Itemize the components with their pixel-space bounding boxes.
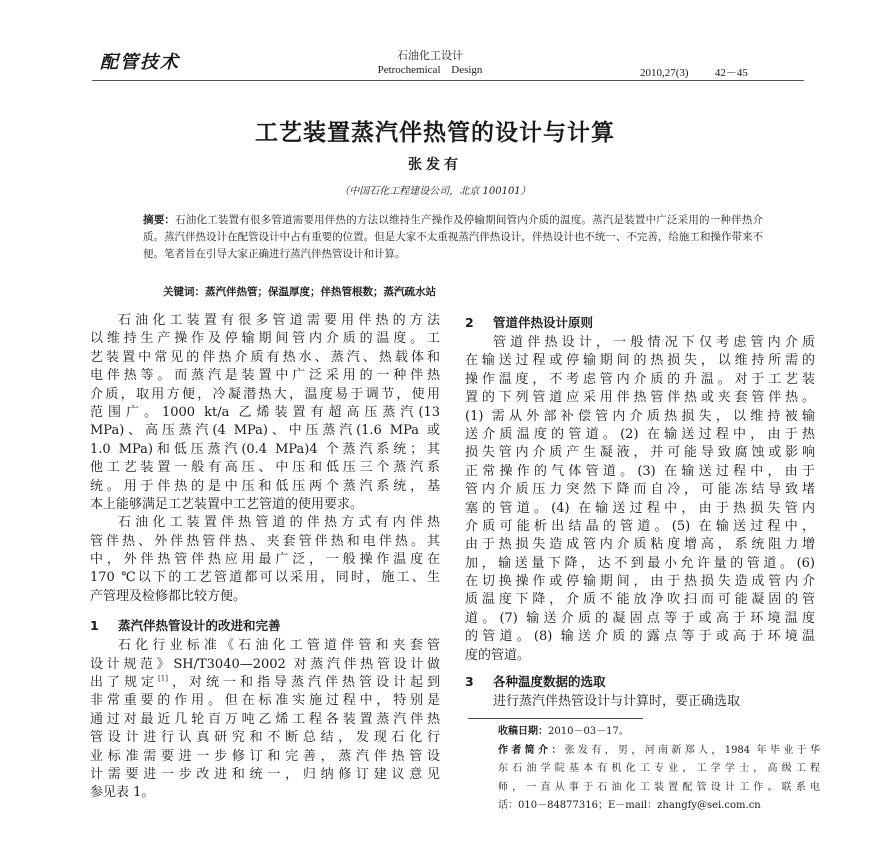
citation-marker: [1] [158, 674, 168, 683]
text-line: 范围广。1000 kt/a 乙烯装置有超高压蒸汽(13 [90, 404, 440, 420]
author: 张发有 [408, 157, 462, 173]
text-line: 艺装置中常见的伴热介质有热水、蒸汽、热载体和 [90, 349, 440, 365]
intro-paragraph-1 [90, 312, 440, 514]
text-line: 出了规定[1]，对统一和指导蒸汽伴热管设计起到 [90, 674, 440, 691]
text-line: 加，输送量下降，达不到最小允许量的管道。(6) [465, 555, 815, 571]
text-line: 管内介质压力突然下降而自冷，可能冻结导致堵 [465, 482, 815, 498]
section-1-body [90, 637, 440, 803]
page-range: 42－45 [714, 67, 748, 79]
intro-paragraph-2 [90, 514, 440, 606]
footnote-rule [468, 718, 643, 719]
text-line: 170 ℃以下的工艺管道都可以采用，同时，施工、生 [90, 570, 440, 586]
section-2-body [465, 334, 815, 665]
text-line: 设计规范》SH/T3040—2002 对蒸汽伴热管设计做 [90, 656, 440, 672]
text-line: 在切换操作或停输期间，由于热损失造成管内介 [465, 574, 815, 590]
text-line: 质温度下降，介质不能放净吹扫而可能凝固的管 [465, 592, 815, 608]
text-line: 1.0 MPa)和低压蒸汽(0.4 MPa)4 个蒸汽系统；其 [90, 441, 440, 457]
text-line: 中，外伴热管伴热应用最广泛，一般操作温度在 [90, 552, 440, 568]
received-date: 收稿日期：2010－03－17。 [498, 726, 629, 737]
text-line: 操作温度，不考虑管内介质的升温。对于工艺装 [465, 371, 815, 387]
text-line: 本上能够满足工艺装置中工艺管道的使用要求。 [90, 496, 364, 512]
journal-name-en: Petrochemical Design [377, 64, 483, 76]
bio-text: 张发有，男，河南新郑人，1984 年毕业于华 [564, 744, 821, 756]
text-line: 置的下列管道应采用伴热管伴热或夹套管伴热。 [465, 390, 815, 406]
right-column [465, 312, 815, 711]
text-line: 参见表 1。 [90, 785, 155, 801]
text-line: 东石油学院基本有机化工专业，工学学士，高级工程 [498, 763, 820, 775]
issue: 2010,27(3) [640, 67, 689, 79]
abstract-label: 摘要： [143, 214, 176, 226]
issue-info [640, 64, 748, 80]
text-line: 师，一直从事于石油化工装置配管设计工作。联系电 [498, 781, 820, 793]
text-line: 石油化工装置有很多管道需要用伴热的方法 [118, 313, 440, 328]
text-line: 管设计进行认真研究和不断总结，发现石化行 [90, 730, 440, 746]
text-line: 以维持生产操作及停输期间管内介质的温度。工 [90, 331, 440, 347]
journal-name [330, 48, 530, 78]
text-line: 石油化工装置伴热管道的伴热方式有内伴热 [118, 515, 440, 531]
affiliation: （中国石化工程建设公司，北京 100101） [339, 186, 531, 197]
section-3-heading: 3 各种温度数据的选取 [465, 674, 606, 690]
text-line: 通过对最近几轮百万吨乙烯工程各装置蒸汽伴热 [90, 711, 440, 727]
text-line: 产管理及检修都比较方便。 [90, 588, 247, 604]
section-1-heading: 1 蒸汽伴热管设计的改进和完善 [90, 618, 281, 634]
text-line: 话：010－84877316；E－mail：zhangfy@sei.com.cn [498, 800, 761, 812]
text-line: 计需要进一步改进和统一，归纳修订建议意见 [90, 766, 440, 782]
journal-name-cn: 石油化工设计 [397, 49, 463, 62]
text-line: (1) 需从外部补偿管内介质热损失，以维持被输 [465, 408, 815, 424]
text-line: 业标准需要进一步修订和完善，蒸汽伴热管设 [90, 748, 440, 764]
text-line: 在输送过程或停输期间的热损失，以维持所需的 [465, 353, 815, 369]
section-2-heading: 2 管道伴热设计原则 [465, 315, 594, 330]
keywords-text: 蒸汽伴热管；保温厚度；伴热管根数；蒸汽疏水站 [205, 286, 436, 298]
text-line: 度的管道。 [465, 647, 531, 663]
text-line: 的管道。(8) 输送介质的露点等于或高于环境温 [465, 629, 815, 645]
text-line: 正常操作的气体管道。(3) 在输送过程中，由于 [465, 463, 815, 479]
text-line: 由于热损失造成管内介质粘度增高，系统阻力增 [465, 537, 815, 553]
bio-label: 作者简介： [498, 744, 565, 756]
text-line [498, 742, 820, 761]
text-line: 损失管内介质产生凝液，并可能导致腐蚀或影响 [465, 445, 815, 461]
text-line: 介质，取用方便，冷凝潜热大，温度易于调节，使用 [90, 386, 440, 402]
text-line: 石化行业标准《石油化工管道伴管和夹套管 [118, 638, 440, 654]
abstract-text: 石油化工装置有很多管道需要用伴热的方法以维持生产操作及停输期间管内介质的温度。蒸汽是装置中广泛采用的一种伴热介质。蒸汽伴热设计在配管设计中占有重要的位置。但是大家不太重视蒸汽伴热设计，伴热设计也不统一、不完善，给施工和操作带来不便。笔者旨在引导大家正确进行蒸汽伴热管设计和计算。 [143, 214, 764, 260]
section-3-body [465, 693, 815, 711]
text-line: 管伴热、外伴热管伴热、夹套管伴热和电伴热。其 [90, 533, 440, 549]
author-bio [498, 742, 820, 816]
text-line: 道。(7) 输送介质的凝固点等于或高于环境温度 [465, 610, 815, 626]
header-rule [92, 80, 804, 81]
left-column [90, 312, 440, 803]
text-line: 统。用于伴热的是中压和低压两个蒸汽系统，基 [90, 478, 440, 494]
footnote [498, 723, 820, 816]
text-line: 管道伴热设计，一般情况下仅考虑管内介质 [493, 335, 815, 350]
keywords [163, 284, 436, 299]
article-title: 工艺装置蒸汽伴热管的设计与计算 [255, 120, 615, 146]
text-line: MPa)、高压蒸汽(4 MPa)、中压蒸汽(1.6 MPa 或 [90, 423, 440, 439]
text-line: 电伴热等。而蒸汽是装置中广泛采用的一种伴热 [90, 368, 440, 384]
text-line: 塞的管道。(4) 在输送过程中，由于热损失管内 [465, 500, 815, 516]
text-line: 送介质温度的管道。(2) 在输送过程中，由于热 [465, 426, 815, 442]
text-line: 他工艺装置一般有高压、中压和低压三个蒸汽系 [90, 460, 440, 476]
text-line: 介质可能析出结晶的管道。(5) 在输送过程中， [465, 518, 815, 534]
abstract [143, 212, 763, 263]
keywords-label: 关键词： [163, 286, 205, 298]
text-line: 非常重要的作用。但在标准实施过程中，特别是 [90, 693, 440, 709]
text-line: 进行蒸汽伴热管设计与计算时，要正确选取 [493, 694, 741, 710]
column-name: 配管技术 [100, 52, 180, 73]
